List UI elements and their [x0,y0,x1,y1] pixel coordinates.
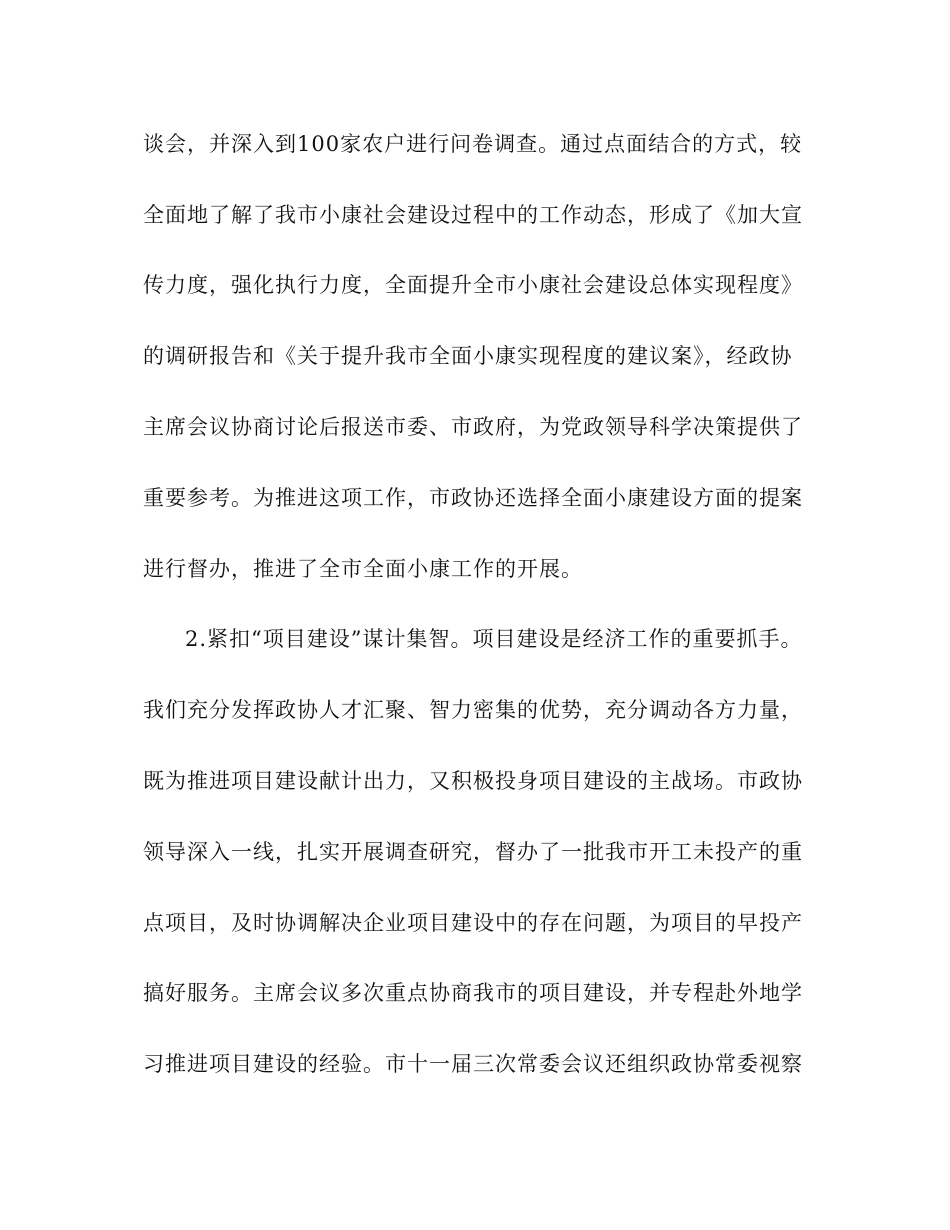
text-line: 习推进项目建设的经验。市十一届三次常委会议还组织政协常委视察 [143,1052,803,1076]
text-line: 全面地了解了我市小康社会建设过程中的工作动态，形成了《加大宣 [143,203,803,227]
text-line: 重要参考。为推进这项工作，市政协还选择全面小康建设方面的提案 [143,486,803,510]
text-line: 搞好服务。主席会议多次重点协商我市的项目建设，并专程赴外地学 [143,981,803,1005]
text-line: 领导深入一线，扎实开展调查研究，督办了一批我市开工未投产的重 [143,840,803,864]
text-line: 点项目，及时协调解决企业项目建设中的存在问题，为项目的早投产 [143,911,803,935]
text-line: 我们充分发挥政协人才汇聚、智力密集的优势，充分调动各方力量， [143,698,803,722]
paragraph-start-line: 2.紧扣“项目建设”谋计集智。项目建设是经济工作的重要抓手。 [185,627,803,651]
text-line: 谈会，并深入到100家农户进行问卷调查。通过点面结合的方式，较 [143,132,803,156]
text-line: 主席会议协商讨论后报送市委、市政府，为党政领导科学决策提供了 [143,415,803,439]
text-line: 的调研报告和《关于提升我市全面小康实现程度的建议案》，经政协 [143,344,793,368]
text-line: 传力度，强化执行力度，全面提升全市小康社会建设总体实现程度》 [143,273,803,297]
text-line: 既为推进项目建设献计出力，又积极投身项目建设的主战场。市政协 [143,769,803,793]
text-line: 进行督办，推进了全市全面小康工作的开展。 [143,557,583,581]
